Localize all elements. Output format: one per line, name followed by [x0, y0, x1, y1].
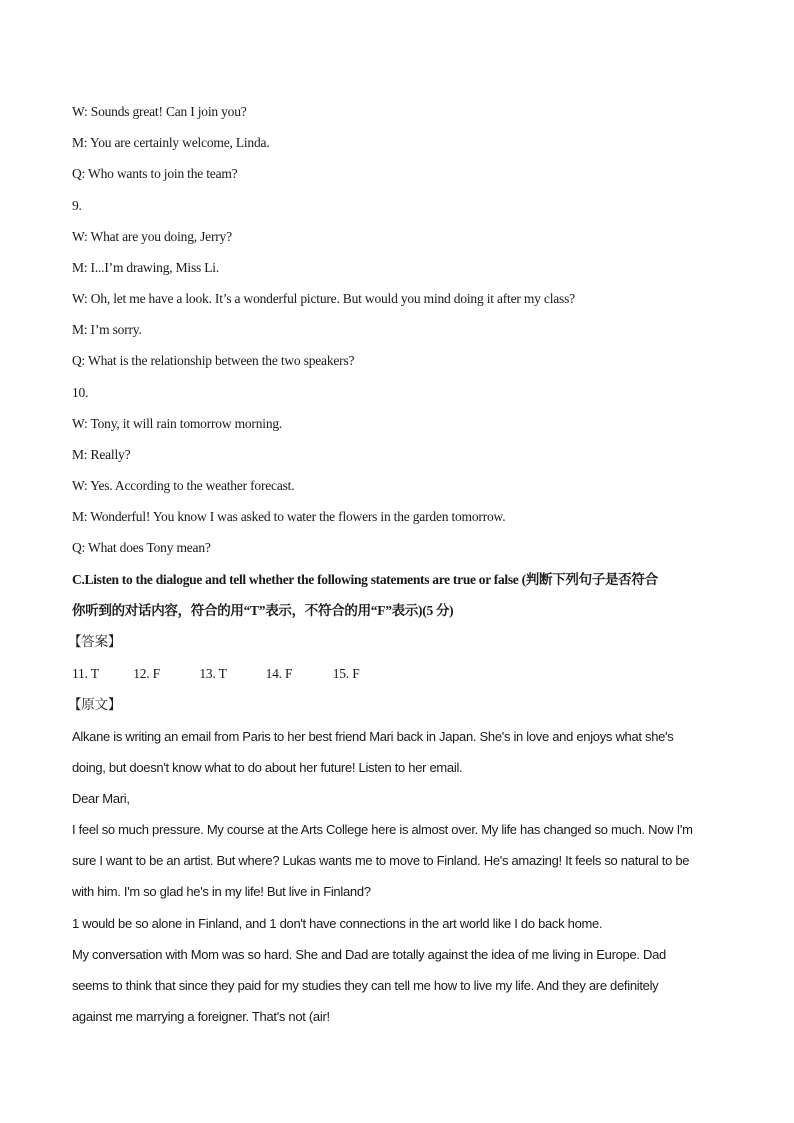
dialogue-line: M: Wonderful! You know I was asked to water the flowers in the garden tomorrow.: [72, 509, 506, 524]
item-number: 10.: [72, 385, 89, 400]
dialogue-line: W: Sounds great! Can I join you?: [72, 104, 247, 119]
answer-label: 【答案】: [68, 634, 122, 650]
question-line: Q: What is the relationship between the two speakers?: [72, 353, 355, 368]
dialogue-line: W: What are you doing, Jerry?: [72, 229, 232, 244]
answer-item: 11. T: [72, 666, 99, 681]
answer-row: [72, 666, 383, 682]
dialogue-line: M: I...I’m drawing, Miss Li.: [72, 260, 220, 275]
dialogue-line: W: Yes. According to the weather forecast.: [72, 478, 295, 493]
passage-line: My conversation with Mom was so hard. She and Dad are totally against the idea of me living in Europe. Dad: [72, 947, 666, 962]
answer-item: 15. F: [332, 666, 360, 681]
passage-line: 1 would be so alone in Finland, and 1 don't have connections in the art world like I do back home.: [72, 916, 603, 931]
section-heading-cont: 你听到的对话内容，符合的用“T”表示，不符合的用“F”表示)(5 分): [72, 603, 454, 618]
section-heading: C.Listen to the dialogue and tell whether the following statements are true or false (判断下列句子是否符合: [72, 572, 658, 587]
dialogue-line: M: I’m sorry.: [72, 322, 142, 337]
original-text-label: 【原文】: [68, 697, 122, 713]
passage-line: seems to think that since they paid for my studies they can tell me how to live my life. And they are definitely: [72, 978, 659, 993]
passage-line: with him. I'm so glad he's in my life! But live in Finland?: [72, 884, 371, 899]
dialogue-line: M: Really?: [72, 447, 131, 462]
answer-item: 13. T: [199, 666, 227, 681]
passage-salutation: Dear Mari,: [72, 791, 130, 806]
dialogue-line: W: Tony, it will rain tomorrow morning.: [72, 416, 283, 431]
passage-line: doing, but doesn't know what to do about her future! Listen to her email.: [72, 760, 463, 775]
item-number: 9.: [72, 198, 82, 213]
question-line: Q: Who wants to join the team?: [72, 166, 238, 181]
dialogue-line: M: You are certainly welcome, Linda.: [72, 135, 270, 150]
answer-item: 12. F: [133, 666, 160, 681]
answer-item: 14. F: [265, 666, 293, 681]
passage-line: I feel so much pressure. My course at the Arts College here is almost over. My life has changed so much. Now I'm: [72, 822, 693, 837]
passage-line: sure I want to be an artist. But where? Lukas wants me to move to Finland. He's amazing! It feels so natural to be: [72, 853, 690, 868]
question-line: Q: What does Tony mean?: [72, 540, 211, 555]
passage-line: against me marrying a foreigner. That's not (air!: [72, 1009, 330, 1024]
passage-line: Alkane is writing an email from Paris to her best friend Mari back in Japan. She's in love and enjoys what she's: [72, 729, 674, 744]
dialogue-line: W: Oh, let me have a look. It’s a wonderful picture. But would you mind doing it after my class?: [72, 291, 575, 306]
